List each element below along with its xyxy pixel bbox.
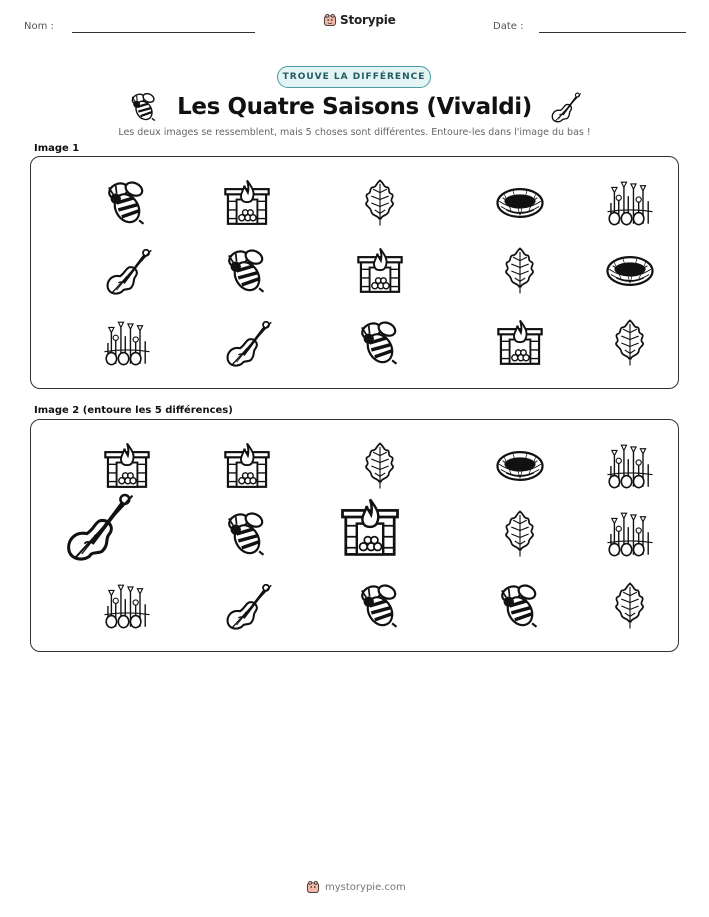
image1-bee-icon (354, 317, 406, 369)
footer-link[interactable]: mystorypie.com (325, 881, 406, 893)
bee-icon (127, 90, 161, 124)
image1-bee-icon (101, 177, 153, 229)
image2-violin-icon[interactable] (59, 488, 135, 564)
storypie-logo-icon (323, 13, 337, 27)
image2-leaf-icon[interactable] (604, 580, 656, 632)
image2-panel[interactable] (30, 419, 679, 652)
image2-fireplace-icon[interactable] (101, 440, 153, 492)
storypie-logo-icon (306, 880, 320, 894)
image2-bee-icon[interactable] (354, 580, 406, 632)
image1-violin-icon (101, 245, 153, 297)
image2-leaf-icon[interactable] (354, 440, 406, 492)
image1-fireplace-icon (494, 317, 546, 369)
instructions: Les deux images se ressemblent, mais 5 choses sont différentes. Entoure-les dans l'image du bas ! (118, 127, 591, 138)
brand-name: Storypie (340, 13, 396, 27)
image2-bee-icon[interactable] (494, 580, 546, 632)
image2-garden-icon[interactable] (604, 508, 656, 560)
brand (323, 13, 396, 27)
image1-violin-icon (221, 317, 273, 369)
image2-garden-icon[interactable] (604, 440, 656, 492)
image1-nest-icon (604, 245, 656, 297)
name-line (72, 32, 255, 33)
image2-fireplace-icon[interactable] (337, 495, 403, 561)
date-line (539, 32, 686, 33)
title-row (0, 90, 709, 124)
image1-label: Image 1 (34, 143, 80, 154)
image1-leaf-icon (494, 245, 546, 297)
date-label: Date : (493, 21, 524, 32)
image1-leaf-icon (354, 177, 406, 229)
violin-icon (548, 90, 582, 124)
image1-leaf-icon (604, 317, 656, 369)
image1-garden-icon (604, 177, 656, 229)
image1-fireplace-icon (221, 177, 273, 229)
image1-bee-icon (221, 245, 273, 297)
image2-violin-icon[interactable] (221, 580, 273, 632)
image2-label: Image 2 (entoure les 5 différences) (34, 405, 233, 416)
page-title: Les Quatre Saisons (Vivaldi) (177, 94, 532, 120)
image2-nest-icon[interactable] (494, 440, 546, 492)
image1-fireplace-icon (354, 245, 406, 297)
image1-garden-icon (101, 317, 153, 369)
footer (306, 880, 406, 894)
activity-badge: TROUVE LA DIFFÉRENCE (277, 66, 431, 88)
image2-bee-icon[interactable] (221, 508, 273, 560)
image2-leaf-icon[interactable] (494, 508, 546, 560)
image2-garden-icon[interactable] (101, 580, 153, 632)
name-label: Nom : (24, 21, 54, 32)
image1-panel (30, 156, 679, 389)
image1-nest-icon (494, 177, 546, 229)
image2-fireplace-icon[interactable] (221, 440, 273, 492)
